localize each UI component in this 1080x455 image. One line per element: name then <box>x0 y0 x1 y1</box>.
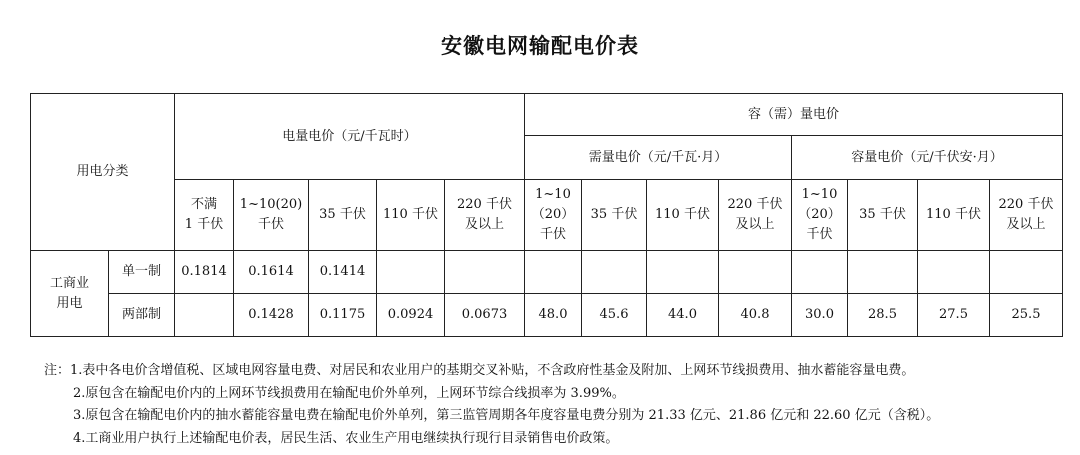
table-cell: 27.5 <box>918 294 990 337</box>
header-capacity-price: 容（需）量电价 <box>525 94 1063 136</box>
table-cell: 44.0 <box>647 294 719 337</box>
note-line: 2.原包含在输配电价内的上网环节线损费用在输配电价外单列，上网环节综合线损率为 3.99%。 <box>73 385 625 401</box>
header-voltage-level <box>309 180 377 251</box>
group-label-text: 工商业 用电 <box>49 275 89 311</box>
header-voltage-level <box>647 180 719 251</box>
voltage-level-label: 不满 1 千伏 <box>184 197 224 232</box>
table-cell <box>647 251 719 294</box>
table-cell: 25.5 <box>990 294 1063 337</box>
header-voltage-level <box>918 180 990 251</box>
table-cell: 0.1428 <box>234 294 309 337</box>
voltage-level-label: 35 千伏 <box>859 207 906 222</box>
header-category: 用电分类 <box>31 94 175 251</box>
note-line: 3.原包含在输配电价内的抽水蓄能容量电费在输配电价外单列，第三监管周期各年度容量电费分别为 21.33 亿元、21.86 亿元和 22.60 亿元（含税）。 <box>73 408 940 423</box>
page-title: 安徽电网输配电价表 <box>441 33 639 58</box>
header-energy-price: 电量电价（元/千瓦时） <box>175 94 525 180</box>
header-voltage-level <box>525 180 582 251</box>
header-voltage-level <box>234 180 309 251</box>
row-group-label <box>31 251 109 337</box>
table-cell <box>918 251 990 294</box>
voltage-level-label: 1~10 （20） 千伏 <box>531 187 575 242</box>
table-cell: 0.0673 <box>445 294 525 337</box>
table-cell: 28.5 <box>848 294 918 337</box>
header-voltage-level <box>175 180 234 251</box>
header-voltage-level <box>990 180 1063 251</box>
voltage-level-label: 110 千伏 <box>655 207 710 222</box>
table-cell: 45.6 <box>582 294 647 337</box>
voltage-level-label: 110 千伏 <box>383 207 438 222</box>
voltage-level-label: 35 千伏 <box>590 207 638 222</box>
header-voltage-level <box>377 180 445 251</box>
header-voltage-level <box>719 180 792 251</box>
voltage-level-label: 220 千伏 及以上 <box>457 197 512 232</box>
header-demand-price: 需量电价（元/千瓦·月） <box>525 136 792 180</box>
table-cell <box>525 251 582 294</box>
voltage-level-label: 220 千伏 及以上 <box>727 197 783 232</box>
table-cell <box>990 251 1063 294</box>
header-voltage-level <box>445 180 525 251</box>
table-cell: 0.1414 <box>309 251 377 294</box>
table-cell <box>445 251 525 294</box>
table-cell: 30.0 <box>792 294 848 337</box>
voltage-level-label: 110 千伏 <box>926 207 981 222</box>
voltage-level-label: 220 千伏 及以上 <box>998 197 1054 232</box>
table-cell <box>175 294 234 337</box>
row-label: 两部制 <box>109 294 175 337</box>
table-cell <box>848 251 918 294</box>
table-cell <box>719 251 792 294</box>
table-cell <box>792 251 848 294</box>
table-cell: 48.0 <box>525 294 582 337</box>
table-cell: 0.0924 <box>377 294 445 337</box>
table-cell: 0.1614 <box>234 251 309 294</box>
note-line: 4.工商业用户执行上述输配电价表，居民生活、农业生产用电继续执行现行目录销售电价政策。 <box>73 430 619 446</box>
table-row <box>31 294 1063 337</box>
header-capacity-fee: 容量电价（元/千伏安·月） <box>792 136 1063 180</box>
voltage-level-label: 35 千伏 <box>319 207 366 222</box>
table-cell <box>582 251 647 294</box>
notes <box>44 360 1074 450</box>
header-voltage-level <box>792 180 848 251</box>
note-line: 注：1.表中各电价含增值税、区域电网容量电费、对居民和农业用户的基期交叉补贴，不含政府性基金及附加、上网环节线损费用、抽水蓄能容量电费。 <box>44 363 915 378</box>
table-cell: 0.1175 <box>309 294 377 337</box>
table-cell: 40.8 <box>719 294 792 337</box>
header-voltage-level <box>848 180 918 251</box>
tariff-table <box>30 93 1063 337</box>
table-row <box>31 251 1063 294</box>
table-cell <box>377 251 445 294</box>
header-voltage-level <box>582 180 647 251</box>
voltage-level-label: 1~10(20) 千伏 <box>239 197 303 232</box>
voltage-level-label: 1~10 （20） 千伏 <box>798 187 841 242</box>
row-label: 单一制 <box>109 251 175 294</box>
table-cell: 0.1814 <box>175 251 234 294</box>
